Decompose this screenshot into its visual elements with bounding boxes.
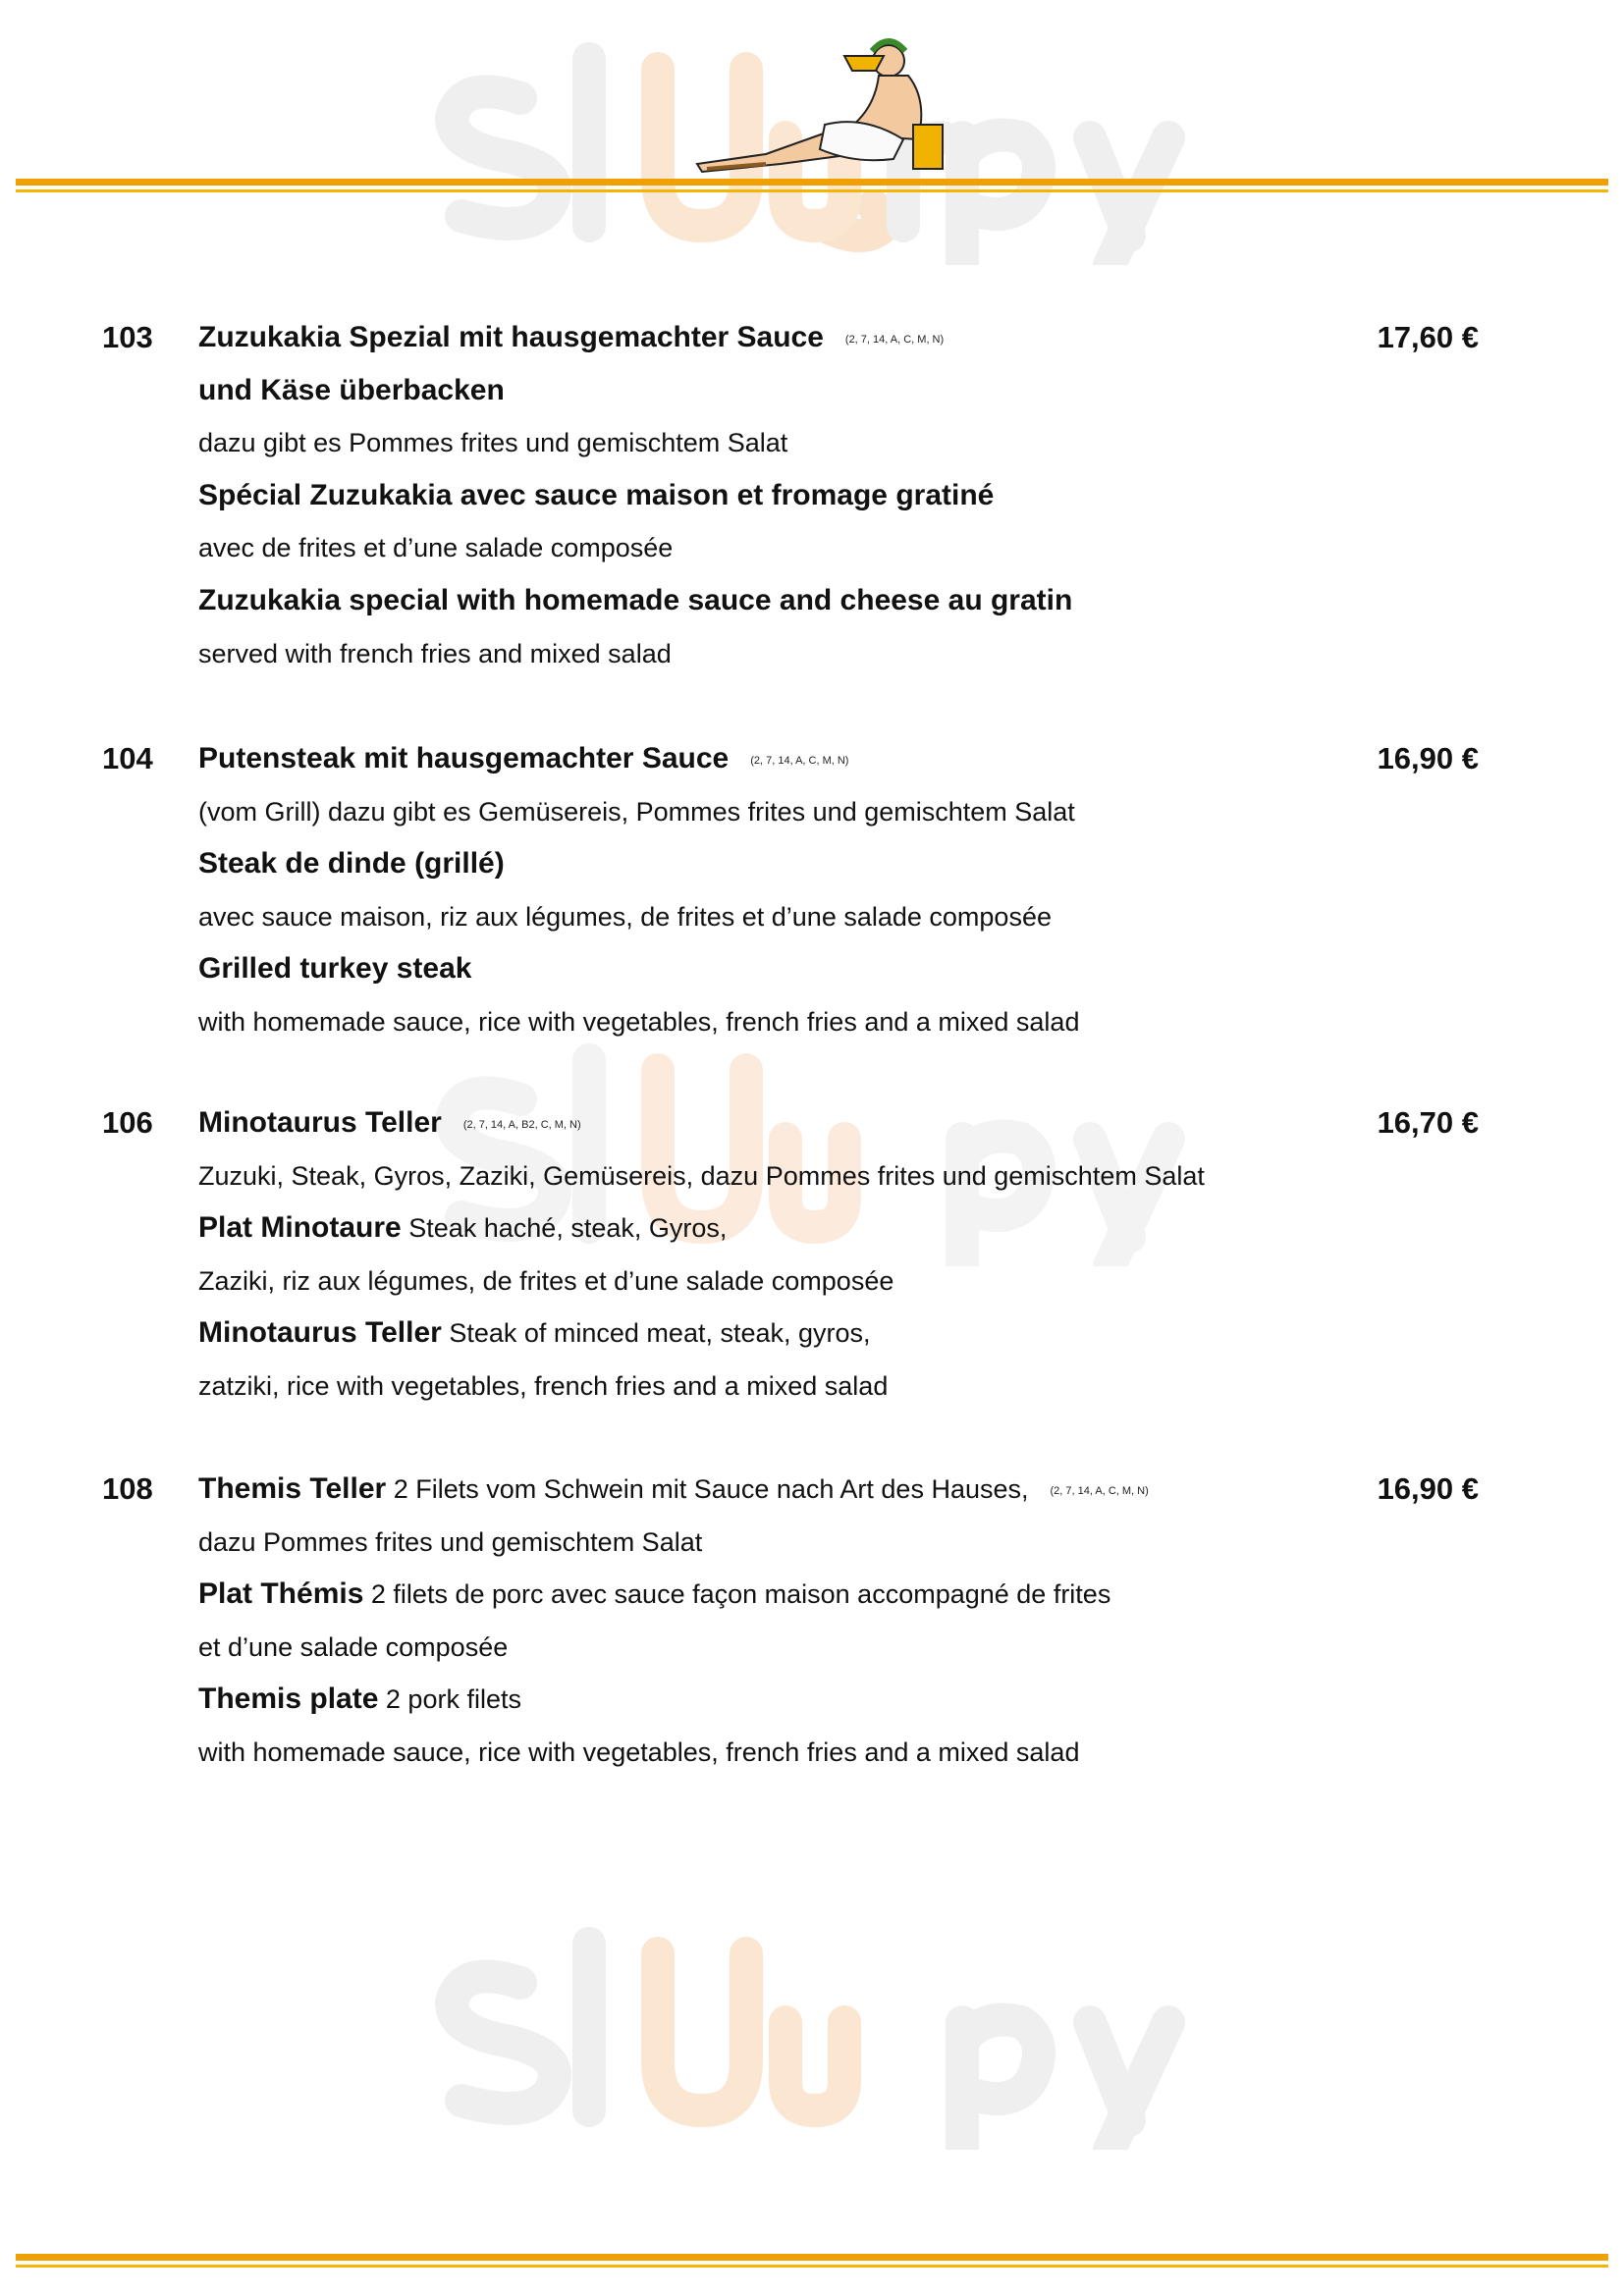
item-title: Themis Teller xyxy=(198,1472,387,1505)
item-line xyxy=(198,995,1079,1048)
item-description: (vom Grill) dazu gibt es Gemüsereis, Pommes frites und gemischtem Salat xyxy=(198,796,1075,827)
item-line xyxy=(198,364,505,417)
item-line xyxy=(198,890,1052,943)
item-line xyxy=(198,627,672,680)
item-description: et d’une salade composée xyxy=(198,1631,509,1662)
item-title: Steak de dinde (grillé) xyxy=(198,847,505,881)
item-description: served with french fries and mixed salad xyxy=(198,638,672,668)
item-description: with homemade sauce, rice with vegetables, french fries and a mixed salad xyxy=(198,1737,1080,1767)
item-line xyxy=(198,942,471,995)
item-line xyxy=(198,1673,521,1726)
item-title: Plat Thémis xyxy=(198,1577,364,1611)
item-line xyxy=(198,1149,1205,1202)
item-description: with homemade sauce, rice with vegetables, french fries and a mixed salad xyxy=(198,1007,1080,1037)
item-line xyxy=(198,1516,702,1569)
item-title: Zuzukakia Spezial mit hausgemachter Sauce xyxy=(198,321,824,353)
item-description: dazu Pommes frites und gemischtem Salat xyxy=(198,1526,703,1557)
item-line xyxy=(198,1096,581,1149)
item-description: 2 pork filets xyxy=(385,1684,521,1715)
item-price: 16,90 € xyxy=(1377,741,1479,775)
item-title: Themis plate xyxy=(198,1682,379,1716)
item-title: und Käse überbacken xyxy=(198,373,505,406)
item-line xyxy=(198,1568,1110,1621)
item-title: Spécial Zuzukakia avec sauce maison et fromage gratiné xyxy=(198,478,995,511)
item-description: dazu gibt es Pommes frites und gemischtem Salat xyxy=(198,428,788,458)
item-line xyxy=(198,469,994,522)
item-description: Zuzuki, Steak, Gyros, Zaziki, Gemüsereis, dazu Pommes frites und gemischtem Salat xyxy=(198,1160,1205,1191)
item-number: 108 xyxy=(102,1471,153,1506)
item-description: Steak haché, steak, Gyros, xyxy=(408,1213,728,1244)
item-price: 16,90 € xyxy=(1377,1471,1479,1506)
item-line xyxy=(198,1726,1079,1779)
item-line xyxy=(198,1201,727,1255)
item-number: 103 xyxy=(102,320,153,354)
item-description: Zaziki, riz aux légumes, de frites et d’une salade composée xyxy=(198,1265,894,1296)
item-line xyxy=(198,732,848,785)
item-line xyxy=(198,521,673,574)
item-number: 106 xyxy=(102,1105,153,1140)
item-line xyxy=(198,837,505,890)
allergen-codes: (2, 7, 14, A, C, M, N) xyxy=(1050,1484,1149,1497)
allergen-codes: (2, 7, 14, A, C, M, N) xyxy=(750,754,849,767)
item-price: 17,60 € xyxy=(1377,320,1479,354)
item-line xyxy=(198,785,1075,838)
item-title: Grilled turkey steak xyxy=(198,952,472,986)
item-line xyxy=(198,416,787,469)
item-title: Zuzukakia special with homemade sauce and cheese au gratin xyxy=(198,584,1073,616)
item-title: Minotaurus Teller xyxy=(198,1106,442,1139)
item-title: Putensteak mit hausgemachter Sauce xyxy=(198,742,730,774)
item-description: avec de frites et d’une salade composée xyxy=(198,533,674,563)
item-line xyxy=(198,1621,508,1674)
item-line xyxy=(198,311,944,364)
item-line xyxy=(198,1307,871,1360)
item-description: zatziki, rice with vegetables, french fries and a mixed salad xyxy=(198,1371,889,1401)
item-line xyxy=(198,574,1072,627)
item-line xyxy=(198,1255,893,1308)
allergen-codes: (2, 7, 14, A, B2, C, M, N) xyxy=(462,1118,581,1131)
item-line xyxy=(198,1463,1149,1516)
item-line xyxy=(198,1360,888,1413)
item-title: Minotaurus Teller xyxy=(198,1316,442,1350)
allergen-codes: (2, 7, 14, A, C, M, N) xyxy=(844,333,945,346)
item-price: 16,70 € xyxy=(1377,1105,1479,1140)
item-number: 104 xyxy=(102,741,153,775)
item-description: 2 filets de porc avec sauce façon maison accompagné de frites xyxy=(370,1579,1111,1610)
item-description: Steak of minced meat, steak, gyros, xyxy=(449,1318,871,1349)
item-description: 2 Filets vom Schwein mit Sauce nach Art des Hauses, xyxy=(393,1474,1029,1504)
item-description: avec sauce maison, riz aux légumes, de frites et d’une salade composée xyxy=(198,901,1052,932)
item-title: Plat Minotaure xyxy=(198,1211,402,1245)
